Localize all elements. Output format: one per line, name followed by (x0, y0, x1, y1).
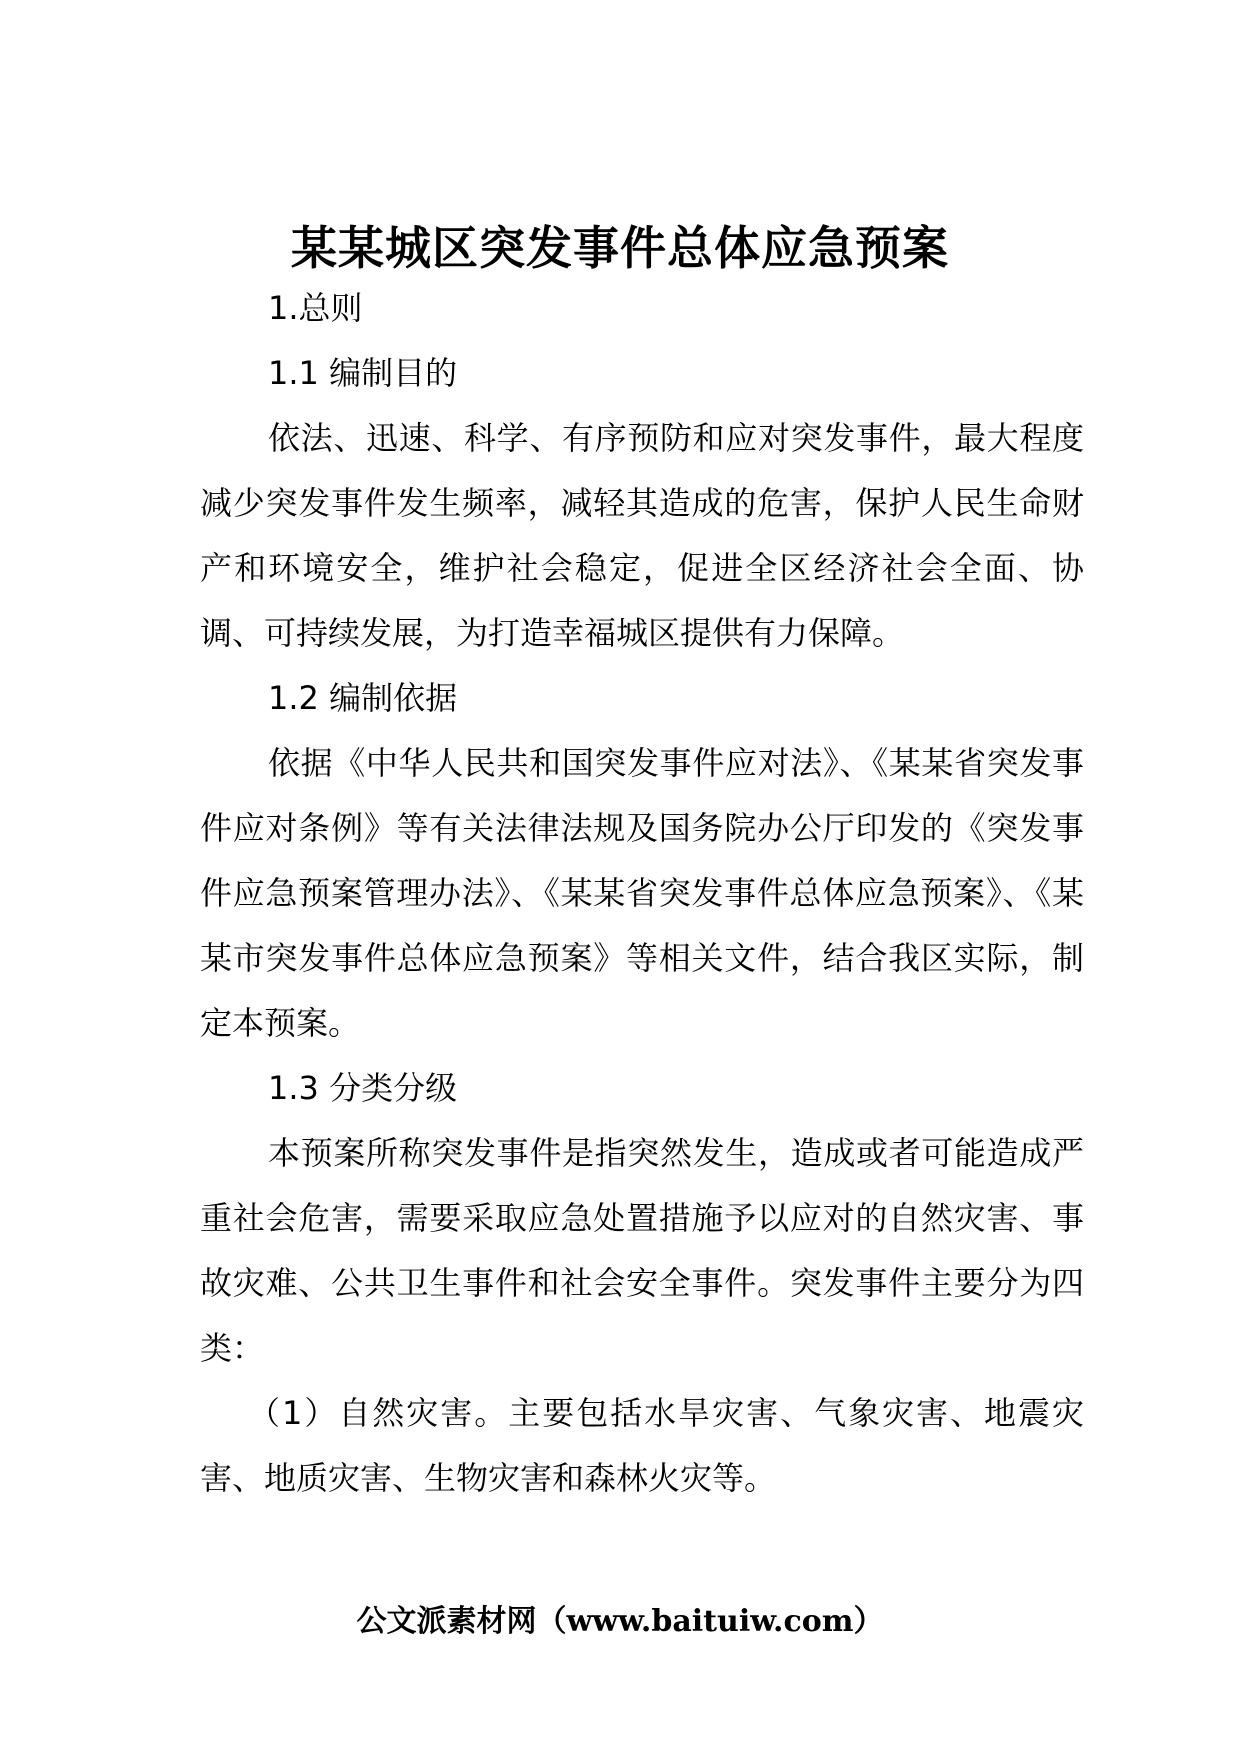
document-title: 某某城区突发事件总体应急预案 (291, 221, 949, 275)
document-body (200, 276, 1084, 1511)
section-heading-1-2: 1.2 编制依据 (268, 679, 458, 717)
paragraph-purpose: 依法、迅速、科学、有序预防和应对突发事件，最大程度减少突发事件发生频率，减轻其造成的危害，保护人民生命财产和环境安全，维护社会稳定，促进全区经济社会全面、协调、可持续发展，为打造幸福城区提供有力保障。 (200, 419, 1084, 652)
paragraph-basis: 依据《中华人民共和国突发事件应对法》、《某某省突发事件应对条例》等有关法律法规及国务院办公厅印发的《突发事件应急预案管理办法》、《某某省突发事件总体应急预案》、《某某市突发事件总体应急预案》等相关文件，结合我区实际，制定本预案。 (200, 744, 1084, 1042)
footer-watermark: 公文派素材网（www.baituiw.com） (356, 1604, 884, 1639)
section-heading-1-1: 1.1 编制目的 (268, 354, 458, 392)
section-heading-1: 1.总则 (268, 289, 363, 327)
section-heading-1-3: 1.3 分类分级 (268, 1069, 458, 1107)
paragraph-classification: 本预案所称突发事件是指突然发生，造成或者可能造成严重社会危害，需要采取应急处置措施予以应对的自然灾害、事故灾难、公共卫生事件和社会安全事件。突发事件主要分为四类： (200, 1134, 1084, 1367)
list-item-natural-disasters: （1）自然灾害。主要包括水旱灾害、气象灾害、地震灾害、地质灾害、生物灾害和森林火灾等。 (200, 1394, 1084, 1497)
